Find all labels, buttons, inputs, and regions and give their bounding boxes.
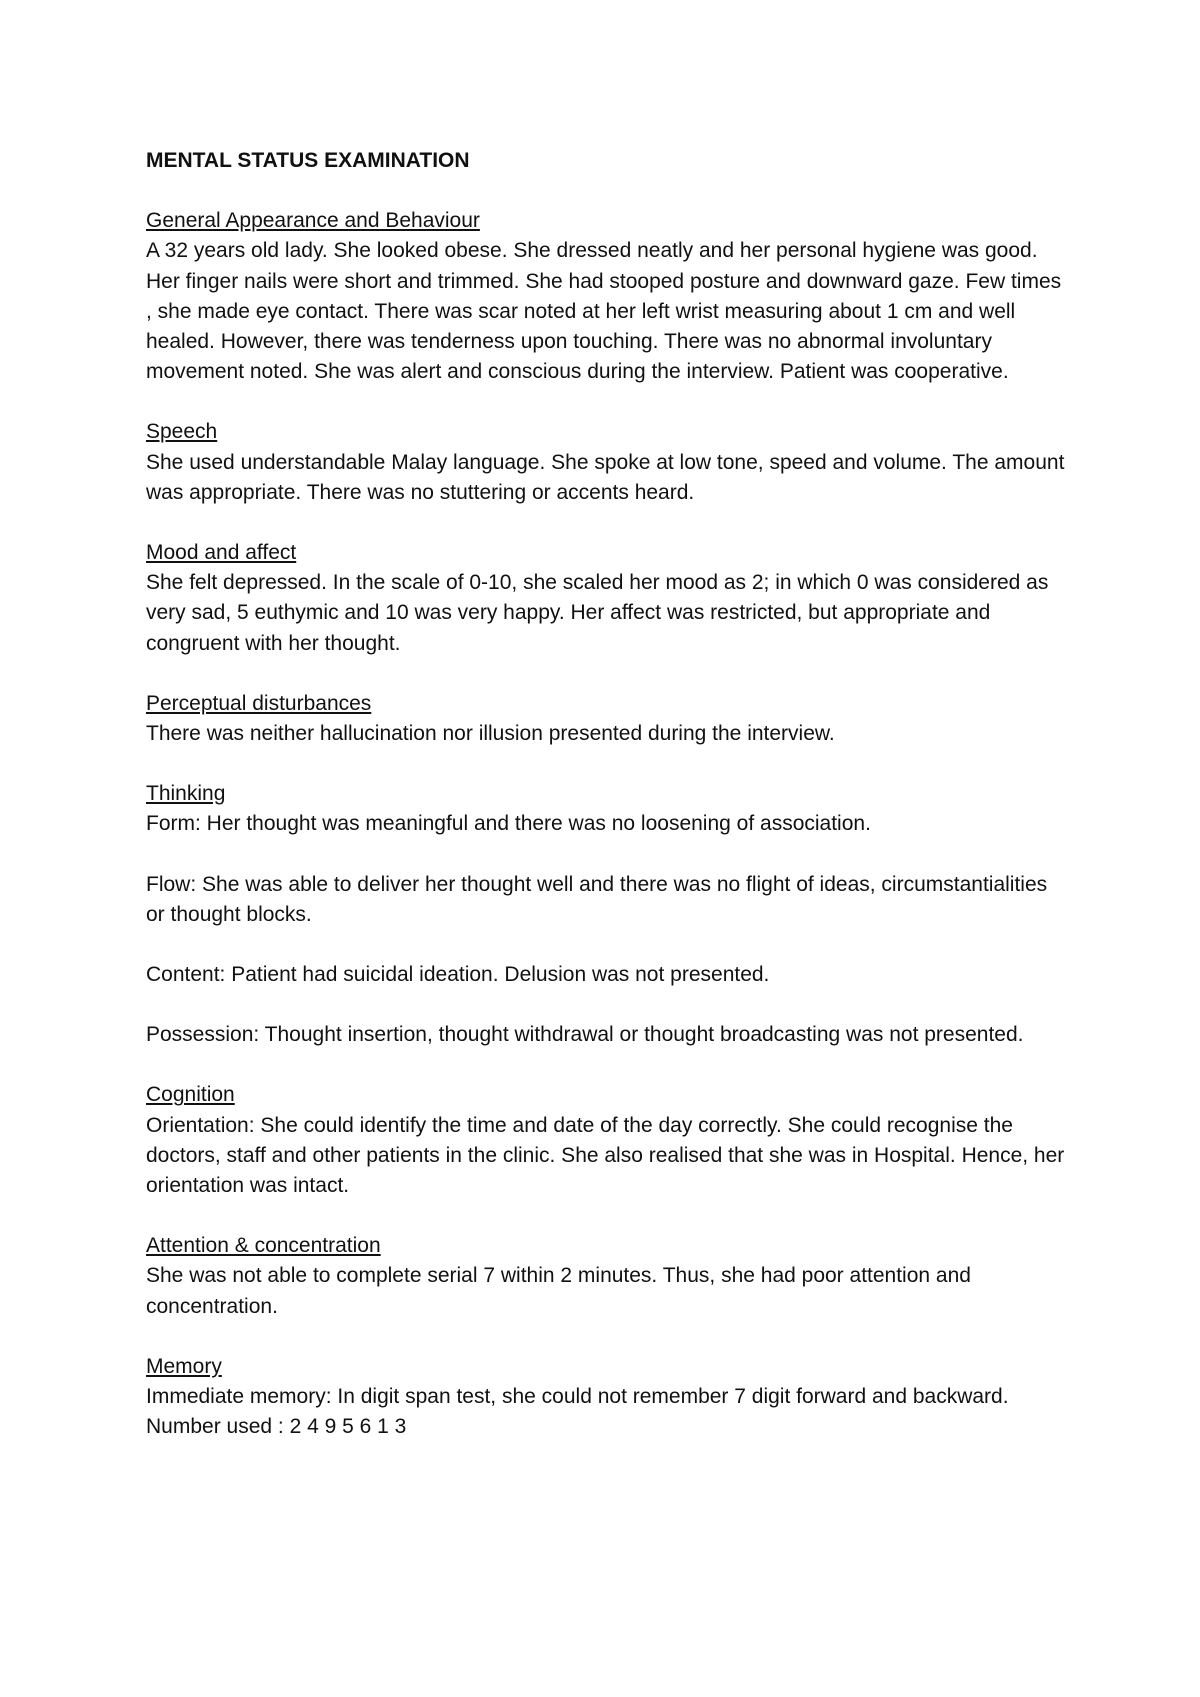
- section-heading: Memory: [146, 1354, 222, 1378]
- section-heading: Mood and affect: [146, 541, 297, 565]
- document-title: MENTAL STATUS EXAMINATION: [146, 149, 470, 172]
- document-body: [146, 146, 1066, 1473]
- section-mood-affect: [146, 538, 1066, 659]
- section-paragraph: There was neither hallucination nor illusion presented during the interview.: [146, 722, 835, 746]
- section-paragraph: Possession: Thought insertion, thought withdrawal or thought broadcasting was not presented.: [146, 1023, 1024, 1047]
- section-paragraph: She was not able to complete serial 7 within 2 minutes. Thus, she had poor attention and concentration.: [146, 1264, 971, 1318]
- section-thinking: [146, 779, 1066, 1050]
- section-paragraph: Orientation: She could identify the time and date of the day correctly. She could recognise the doctors, staff and other patients in the clinic. She also realised that she was in Hospital. Hence, her orientation was intact.: [146, 1113, 1065, 1198]
- section-cognition: [146, 1080, 1066, 1201]
- section-paragraph: Form: Her thought was meaningful and there was no loosening of association.: [146, 812, 871, 836]
- section-paragraph: A 32 years old lady. She looked obese. She dressed neatly and her personal hygiene was good. Her finger nails were short and trimmed. She had stooped posture and downward gaze. Few times , she made eye contact. There was scar noted at her left wrist measuring about 1 cm and well healed. However, there was tenderness upon touching. There was no abnormal involuntary movement noted. She was alert and conscious during the interview. Patient was cooperative.: [146, 239, 1062, 384]
- section-heading: Attention & concentration: [146, 1234, 381, 1258]
- section-heading: Perceptual disturbances: [146, 691, 372, 715]
- section-memory: [146, 1352, 1066, 1443]
- section-attention-concentration: [146, 1231, 1066, 1322]
- section-general-appearance: [146, 206, 1066, 387]
- section-heading: Cognition: [146, 1083, 235, 1107]
- section-perceptual-disturbances: [146, 689, 1066, 749]
- section-paragraph: Content: Patient had suicidal ideation. Delusion was not presented.: [146, 963, 770, 987]
- section-paragraph: She felt depressed. In the scale of 0-10, she scaled her mood as 2; in which 0 was considered as very sad, 5 euthymic and 10 was very happy. Her affect was restricted, but appropriate and congruent with her thought.: [146, 571, 1049, 655]
- section-heading: General Appearance and Behaviour: [146, 209, 480, 233]
- section-heading: Speech: [146, 420, 218, 444]
- section-paragraph: Flow: She was able to deliver her thought well and there was no flight of ideas, circumstantialities or thought blocks.: [146, 872, 1048, 926]
- section-speech: [146, 417, 1066, 508]
- section-paragraph: She used understandable Malay language. She spoke at low tone, speed and volume. The amount was appropriate. There was no stuttering or accents heard.: [146, 450, 1065, 504]
- section-heading: Thinking: [146, 782, 226, 806]
- section-paragraph: Immediate memory: In digit span test, she could not remember 7 digit forward and backward. Number used : 2 4 9 5 6 1 3: [146, 1385, 1009, 1439]
